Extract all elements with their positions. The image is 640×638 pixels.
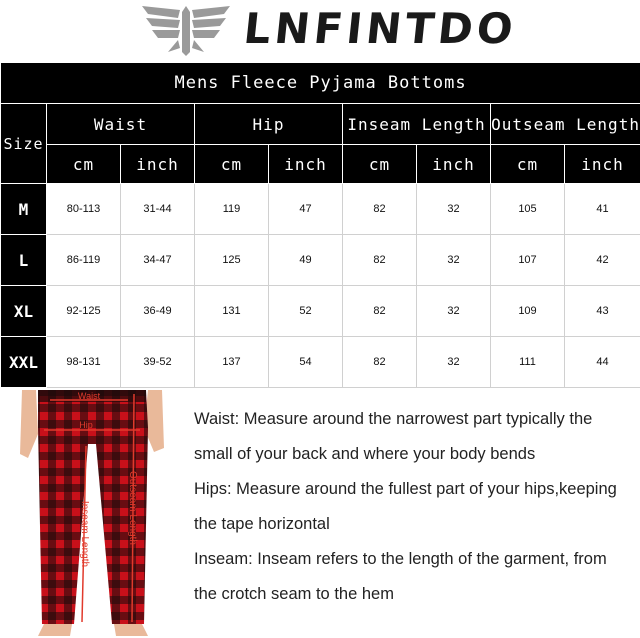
table-cell: 43 [565, 286, 640, 337]
table-cell: 82 [343, 286, 417, 337]
wing-logo-icon [138, 2, 234, 56]
table-cell: 34-47 [121, 235, 195, 286]
unit-header: inch [121, 145, 195, 184]
table-cell: 36-49 [121, 286, 195, 337]
right-foot [114, 624, 148, 636]
hip-label: Hip [79, 420, 93, 430]
table-cell: 44 [565, 337, 640, 388]
table-cell: 82 [343, 337, 417, 388]
size-label: XL [1, 286, 47, 337]
table-cell: 39-52 [121, 337, 195, 388]
table-cell: 47 [269, 184, 343, 235]
table-row [1, 337, 640, 388]
group-header-waist: Waist [47, 104, 195, 145]
brand-header [0, 0, 640, 58]
table-title: Mens Fleece Pyjama Bottoms [1, 63, 640, 104]
table-row [1, 235, 640, 286]
table-cell: 111 [491, 337, 565, 388]
note-waist: Waist: Measure around the narrowest part typically the small of your back and where your body bends [194, 410, 593, 463]
table-cell: 131 [195, 286, 269, 337]
measurement-notes [194, 402, 634, 612]
unit-header: cm [47, 145, 121, 184]
table-cell: 107 [491, 235, 565, 286]
table-cell: 82 [343, 184, 417, 235]
unit-header: inch [417, 145, 491, 184]
table-cell: 49 [269, 235, 343, 286]
table-cell: 119 [195, 184, 269, 235]
table-cell: 32 [417, 235, 491, 286]
table-cell: 82 [343, 235, 417, 286]
waist-label: Waist [77, 391, 101, 401]
table-cell: 52 [269, 286, 343, 337]
outseam-label: Outseam Length [127, 471, 138, 545]
table-row [1, 184, 640, 235]
inseam-label: Inseam Length [79, 500, 90, 568]
note-hips: Hips: Measure around the fullest part of your hips,keeping the tape horizontal [194, 480, 617, 533]
table-cell: 92-125 [47, 286, 121, 337]
left-arm [20, 390, 38, 458]
size-label: XXL [1, 337, 47, 388]
table-cell: 54 [269, 337, 343, 388]
table-cell: 98-131 [47, 337, 121, 388]
table-cell: 31-44 [121, 184, 195, 235]
unit-header: inch [269, 145, 343, 184]
unit-header: cm [343, 145, 417, 184]
pajama-model-figure [16, 388, 170, 638]
table-cell: 105 [491, 184, 565, 235]
table-row [1, 286, 640, 337]
table-cell: 32 [417, 184, 491, 235]
size-chart-table [0, 62, 640, 388]
unit-header: cm [491, 145, 565, 184]
group-header-hip: Hip [195, 104, 343, 145]
table-cell: 42 [565, 235, 640, 286]
table-cell: 109 [491, 286, 565, 337]
group-header-inseam: Inseam Length [343, 104, 491, 145]
table-cell: 137 [195, 337, 269, 388]
table-cell: 32 [417, 337, 491, 388]
table-cell: 32 [417, 286, 491, 337]
size-label: L [1, 235, 47, 286]
table-cell: 41 [565, 184, 640, 235]
left-foot [38, 624, 72, 636]
unit-header: cm [195, 145, 269, 184]
table-cell: 125 [195, 235, 269, 286]
table-cell: 86-119 [47, 235, 121, 286]
group-header-outseam: Outseam Length [491, 104, 640, 145]
table-cell: 80-113 [47, 184, 121, 235]
unit-header: inch [565, 145, 640, 184]
note-inseam: Inseam: Inseam refers to the length of the garment, from the crotch seam to the hem [194, 550, 607, 603]
size-column-header: Size [1, 104, 47, 184]
size-label: M [1, 184, 47, 235]
brand-name: LNFINTDO [241, 4, 520, 53]
